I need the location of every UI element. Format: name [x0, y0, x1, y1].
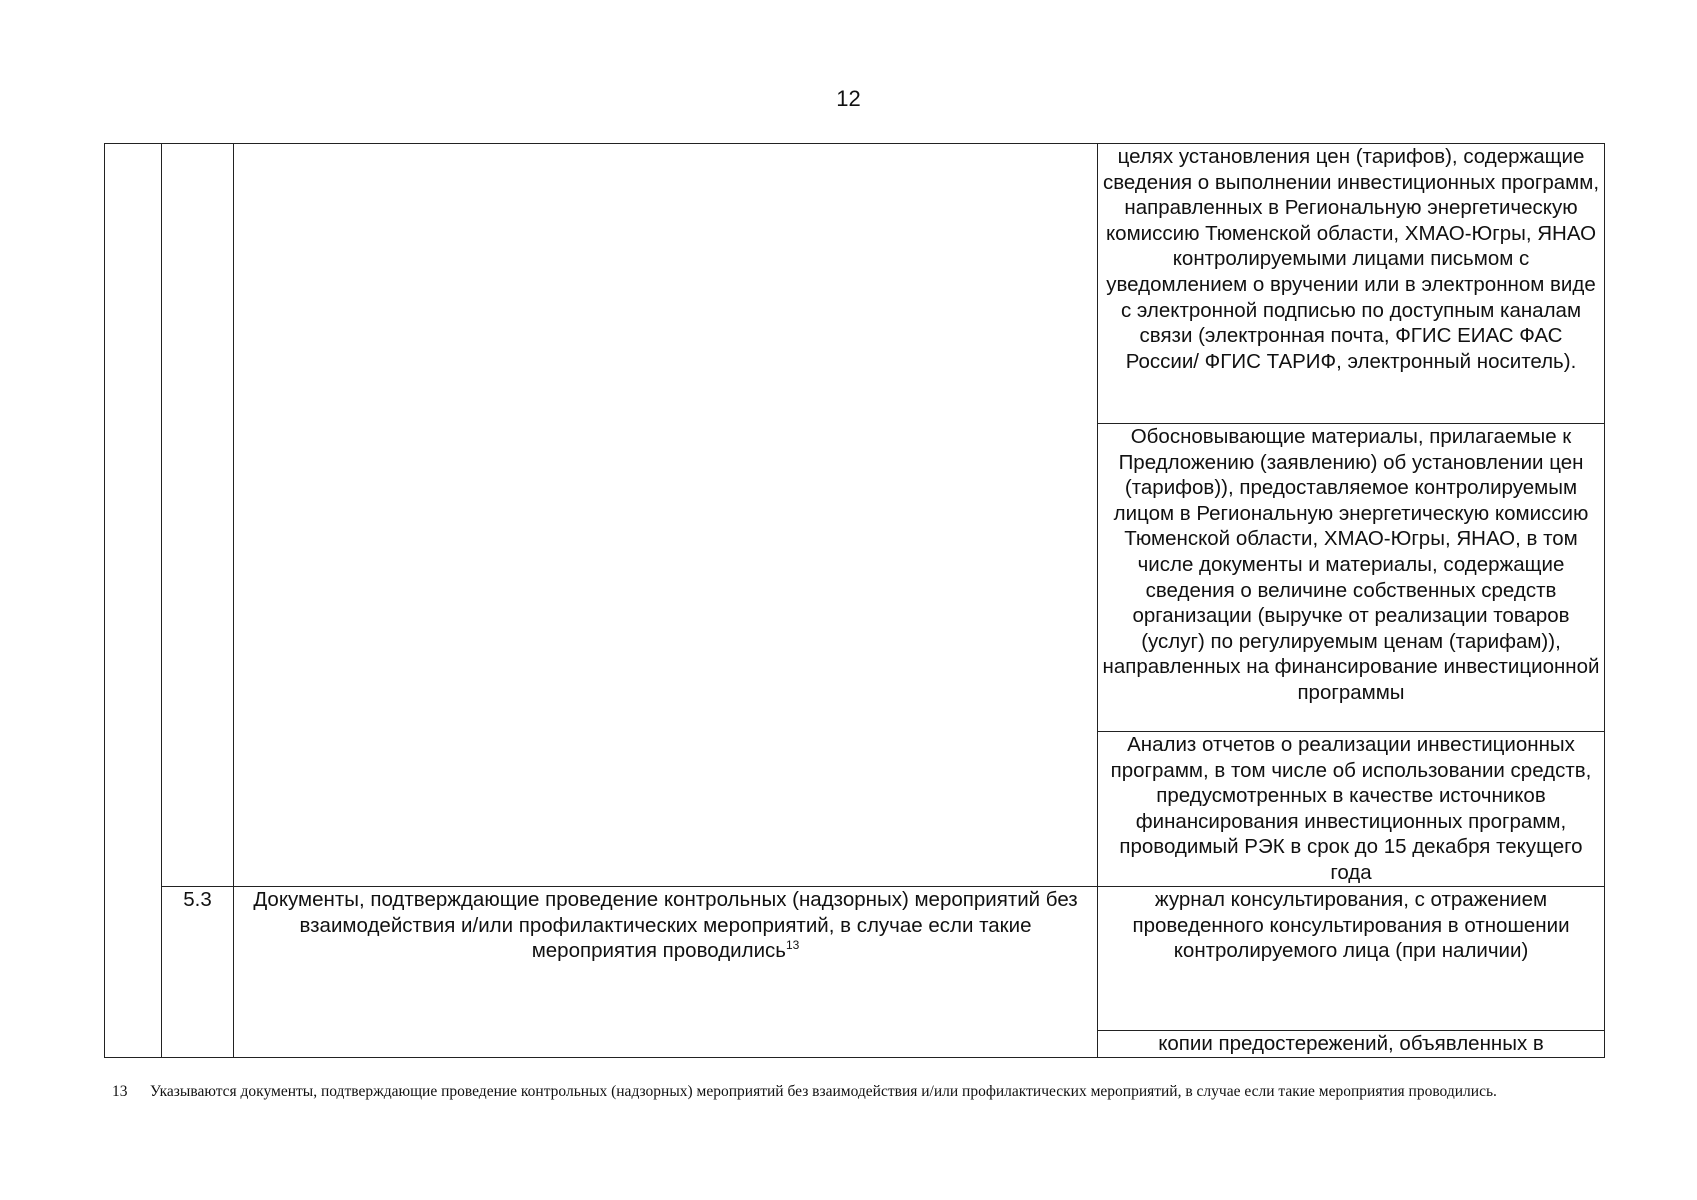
table-row	[105, 887, 1605, 1031]
table-cell-doc: копии предостережений, объявленных в	[1098, 1031, 1605, 1058]
table-cell-section	[105, 144, 162, 1058]
table-cell-doc: журнал консультирования, с отражением проведенного консультирования в отношении контролируемого лица (при наличии)	[1098, 887, 1605, 1031]
documents-table	[104, 143, 1605, 1058]
table-cell-num	[162, 144, 234, 887]
footnote	[112, 1082, 1572, 1102]
table-cell-title	[234, 887, 1098, 1058]
table-cell-num: 5.3	[162, 887, 234, 1058]
footnote-number: 13	[112, 1083, 128, 1100]
table-cell-doc: Обосновывающие материалы, прилагаемые к Предложению (заявлению) об установлении цен (тарифов)), предоставляемое контролируемым лицом в Региональную энергетическую комиссию Тюменской области, ХМАО-Югры, ЯНАО, в том числе документы и материалы, содержащие сведения о величине собственных средств организации (выручке от реализации товаров (услуг) по регулируемым ценам (тарифам)), направленных на финансирование инвестиционной программы	[1098, 424, 1605, 732]
table-cell-doc: целях установления цен (тарифов), содержащие сведения о выполнении инвестиционных программ, направленных в Региональную энергетическую комиссию Тюменской области, ХМАО-Югры, ЯНАО контролируемыми лицами письмом с уведомлением о вручении или в электронном виде с электронной подписью по доступным каналам связи (электронная почта, ФГИС ЕИАС ФАС России/ ФГИС ТАРИФ, электронный носитель).	[1098, 144, 1605, 424]
footnote-text: Указываются документы, подтверждающие проведение контрольных (надзорных) мероприятий без взаимодействия и/или профилактических мероприятий, в случае если такие мероприятия проводились.	[150, 1083, 1497, 1100]
table-cell-doc: Анализ отчетов о реализации инвестиционных программ, в том числе об использовании средств, предусмотренных в качестве источников финансирования инвестиционных программ, проводимый РЭК в срок до 15 декабря текущего года	[1098, 732, 1605, 887]
table-row	[105, 144, 1605, 424]
table-cell-title	[234, 144, 1098, 887]
page-number: 12	[836, 86, 861, 111]
row-title-text: Документы, подтверждающие проведение контрольных (надзорных) мероприятий без взаимодействия и/или профилактических мероприятий, в случае если такие мероприятия проводились	[253, 888, 1078, 963]
footnote-ref: 13	[785, 938, 800, 953]
